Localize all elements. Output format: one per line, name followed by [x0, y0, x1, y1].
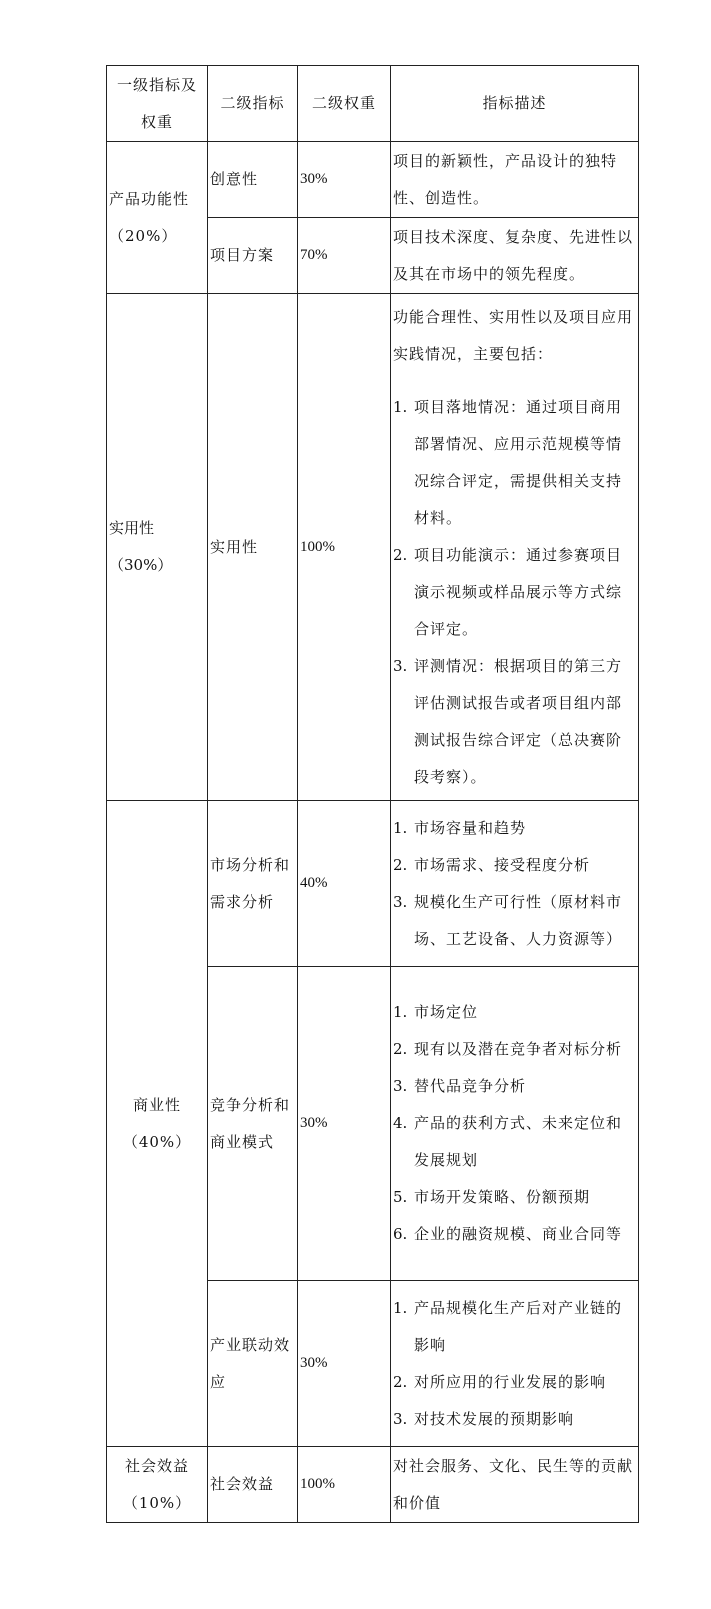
header-level1: 一级指标及权重	[107, 66, 208, 142]
group-cell-social	[107, 1447, 208, 1523]
list-item-text: 项目落地情况：通过项目商用部署情况、应用示范规模等情况综合评定，需提供相关支持材料。	[414, 397, 623, 527]
weight-cell: 100%	[298, 1447, 391, 1523]
group-weight: （20%）	[109, 226, 178, 245]
group-cell-product	[107, 142, 208, 294]
description-list	[393, 389, 636, 796]
list-number: 4.	[393, 1114, 408, 1132]
list-item	[393, 994, 636, 1031]
description-cell: 项目的新颖性，产品设计的独特性、创造性。	[391, 142, 639, 218]
list-item-text: 项目功能演示：通过参赛项目演示视频或样品展示等方式综合评定。	[414, 545, 623, 638]
list-item-text: 市场开发策略、份额预期	[414, 1188, 591, 1206]
indicator-cell: 实用性	[208, 294, 298, 801]
description-cell	[391, 967, 639, 1281]
description-list	[393, 994, 636, 1253]
indicator-cell: 市场分析和需求分析	[208, 801, 298, 967]
list-number: 1.	[393, 397, 408, 416]
list-item	[393, 1105, 636, 1179]
list-number: 1.	[393, 1003, 408, 1021]
list-item-text: 市场定位	[414, 1003, 479, 1021]
group-weight: （10%）	[122, 1493, 192, 1512]
description-cell: 项目技术深度、复杂度、先进性以及其在市场中的领先程度。	[391, 218, 639, 294]
list-item-text: 现有以及潜在竞争者对标分析	[414, 1040, 623, 1058]
list-item	[393, 389, 636, 537]
indicator-cell: 竞争分析和商业模式	[208, 967, 298, 1281]
list-item	[393, 537, 636, 648]
table-header-row	[107, 66, 639, 142]
list-item-text: 产品的获利方式、未来定位和发展规划	[414, 1114, 623, 1169]
list-number: 2.	[393, 855, 408, 874]
list-item	[393, 810, 636, 847]
table-row	[107, 294, 639, 801]
indicator-cell: 创意性	[208, 142, 298, 218]
list-item	[393, 1179, 636, 1216]
description-cell	[391, 294, 639, 801]
weight-cell: 70%	[298, 218, 391, 294]
group-name: 商业性	[132, 1095, 181, 1114]
indicator-cell: 社会效益	[208, 1447, 298, 1523]
description-list	[393, 1290, 636, 1438]
description-cell: 对社会服务、文化、民生等的贡献和价值	[391, 1447, 639, 1523]
description-cell	[391, 801, 639, 967]
list-item-text: 市场容量和趋势	[414, 818, 527, 837]
table-row	[107, 142, 639, 218]
list-item-text: 评测情况：根据项目的第三方评估测试报告或者项目组内部测试报告综合评定（总决赛阶段考察）。	[414, 656, 623, 786]
weight-cell: 30%	[298, 967, 391, 1281]
list-number: 6.	[393, 1225, 408, 1243]
list-item	[393, 1031, 636, 1068]
list-number: 1.	[393, 818, 408, 837]
group-weight: （40%）	[122, 1132, 192, 1151]
indicator-cell: 项目方案	[208, 218, 298, 294]
list-number: 3.	[393, 892, 408, 911]
list-number: 2.	[393, 1040, 408, 1058]
table-row	[107, 801, 639, 967]
list-item-text: 对技术发展的预期影响	[414, 1409, 575, 1428]
list-item	[393, 1401, 636, 1438]
weight-cell: 30%	[298, 142, 391, 218]
list-item	[393, 1290, 636, 1364]
weight-cell: 30%	[298, 1281, 391, 1447]
list-item-text: 产品规模化生产后对产业链的影响	[414, 1298, 623, 1354]
list-item-text: 市场需求、接受程度分析	[414, 855, 591, 874]
description-cell	[391, 1281, 639, 1447]
list-number: 3.	[393, 1409, 408, 1428]
header-weight: 二级权重	[298, 66, 391, 142]
list-item	[393, 1068, 636, 1105]
description-list	[393, 810, 636, 958]
group-cell-commercial	[107, 801, 208, 1447]
list-item-text: 企业的融资规模、商业合同等	[414, 1225, 623, 1243]
list-item	[393, 847, 636, 884]
list-number: 3.	[393, 1077, 408, 1095]
list-item-text: 对所应用的行业发展的影响	[414, 1372, 607, 1391]
header-level2: 二级指标	[208, 66, 298, 142]
list-item-text: 替代品竞争分析	[414, 1077, 527, 1095]
indicator-cell: 产业联动效应	[208, 1281, 298, 1447]
list-number: 1.	[393, 1298, 408, 1317]
list-number: 2.	[393, 1372, 408, 1391]
list-number: 5.	[393, 1188, 408, 1206]
header-description: 指标描述	[391, 66, 639, 142]
list-item	[393, 1216, 636, 1253]
list-item	[393, 648, 636, 796]
list-item	[393, 884, 636, 958]
evaluation-table	[106, 65, 639, 1523]
weight-cell: 100%	[298, 294, 391, 801]
list-number: 2.	[393, 545, 408, 564]
group-name: 社会效益	[124, 1456, 189, 1475]
list-number: 3.	[393, 656, 408, 675]
weight-cell: 40%	[298, 801, 391, 967]
group-name: 产品功能性	[109, 189, 190, 208]
table-row	[107, 1447, 639, 1523]
group-cell-practicality: 实用性（30%）	[107, 294, 208, 801]
description-intro: 功能合理性、实用性以及项目应用实践情况，主要包括：	[393, 307, 634, 363]
list-item-text: 规模化生产可行性（原材料市场、工艺设备、人力资源等）	[414, 892, 623, 948]
list-item	[393, 1364, 636, 1401]
